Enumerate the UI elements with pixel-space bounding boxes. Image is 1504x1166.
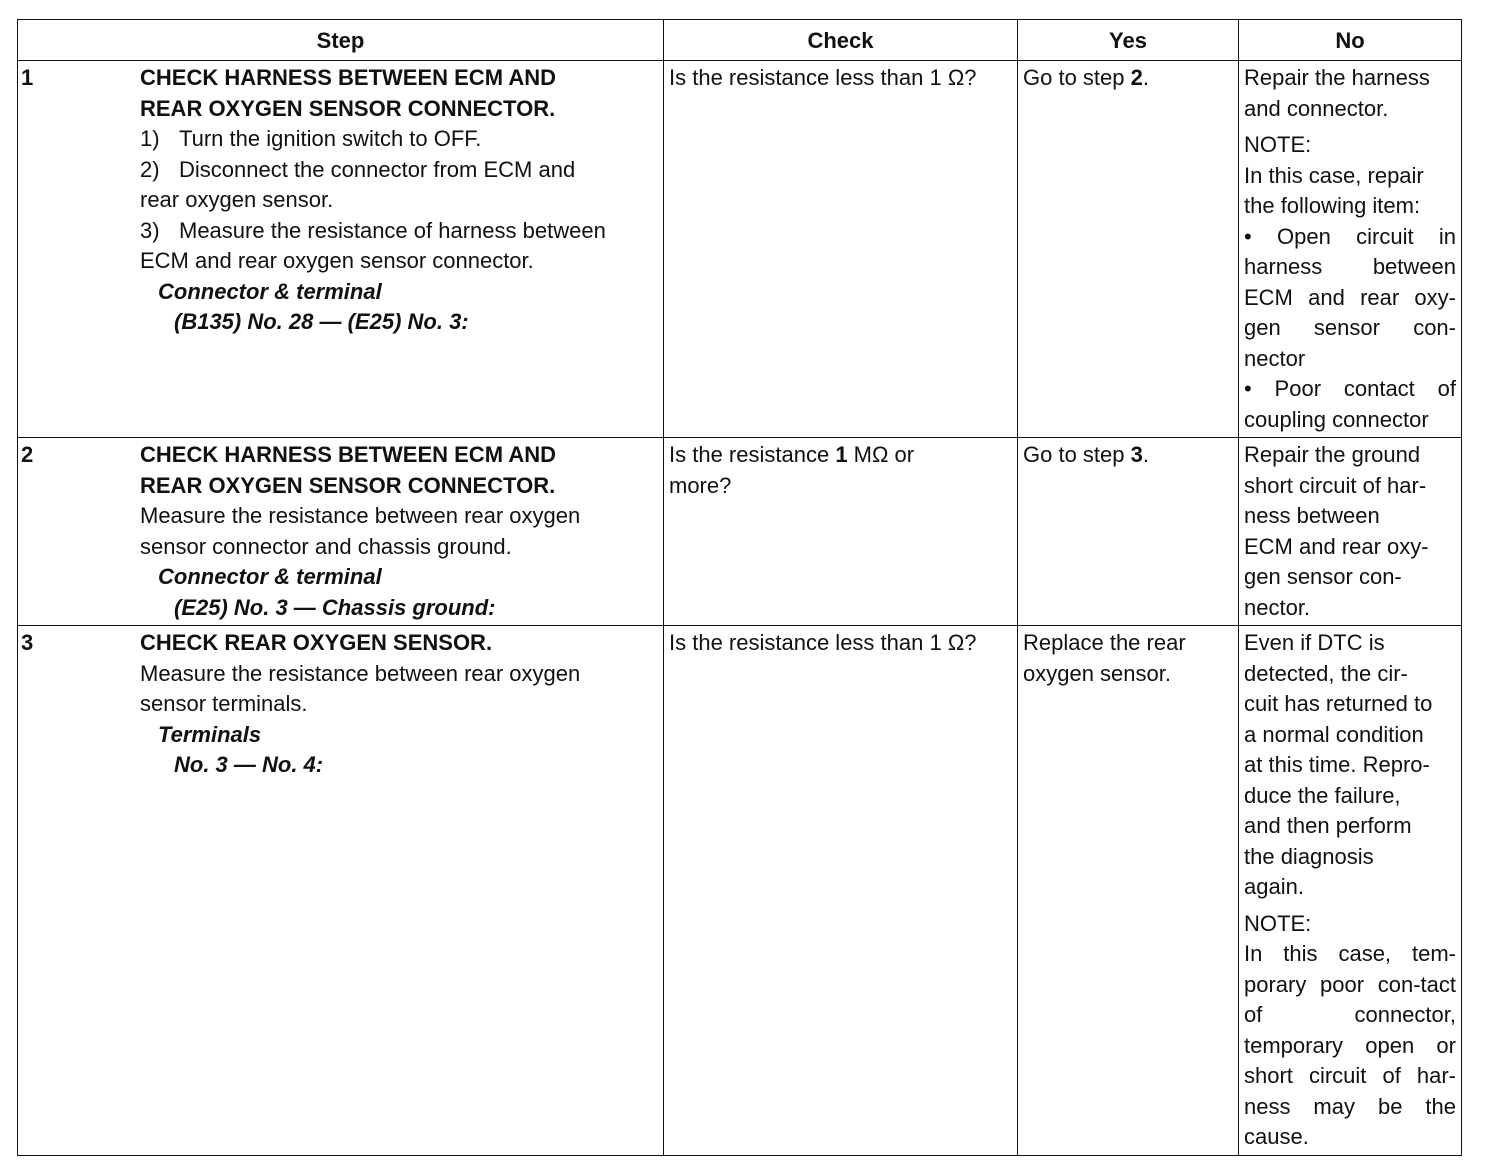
step-title-line: CHECK HARNESS BETWEEN ECM AND	[140, 442, 556, 467]
procedure-text: Disconnect the connector from ECM and	[179, 156, 576, 182]
yes-prefix: Go to step	[1023, 65, 1131, 90]
note-heading: NOTE:	[1244, 910, 1312, 936]
no-text-line: and then perform	[1244, 813, 1412, 838]
no-cell	[1239, 438, 1462, 626]
check-value: 1	[835, 442, 848, 467]
procedure-text: Measure the resistance of harness between	[179, 217, 606, 243]
connector-value: (E25) No. 3 — Chassis ground:	[174, 594, 496, 620]
check-cell	[664, 438, 1018, 626]
step-cell	[18, 61, 664, 438]
header-row	[18, 20, 1462, 61]
yes-cell	[1018, 626, 1239, 1156]
note-text: In this case, tem-porary poor con-tact of connector, temporary open or short circuit of har-ness may be the cause.	[1244, 941, 1456, 1149]
check-cell: Is the resistance less than 1 Ω?	[664, 626, 1018, 1156]
header-step: Step	[18, 20, 664, 61]
note-text-line: In this case, repair	[1244, 162, 1424, 188]
step-title-line: REAR OXYGEN SENSOR CONNECTOR.	[140, 472, 556, 498]
procedure-text: Turn the ignition switch to OFF.	[179, 126, 482, 151]
connector-label: Connector & terminal	[158, 564, 382, 589]
procedure-line	[140, 124, 658, 155]
step-number: 3	[21, 630, 34, 655]
check-line: more?	[669, 472, 732, 498]
diagnostic-table	[17, 19, 1462, 1156]
connector-value: (B135) No. 28 — (E25) No. 3:	[174, 309, 469, 334]
yes-text-line: oxygen sensor.	[1023, 660, 1171, 686]
note-bullet: • Open circuit in harness between ECM and rear oxy-gen sensor con-nector	[1244, 223, 1456, 371]
procedure-line: sensor connector and chassis ground.	[140, 533, 512, 559]
procedure-number: 3)	[140, 217, 160, 243]
no-text-line: ECM and rear oxy-	[1244, 533, 1429, 559]
header-yes: Yes	[1018, 20, 1239, 61]
procedure-line: Measure the resistance between rear oxygen	[140, 503, 581, 528]
terminals-label: Terminals	[158, 721, 262, 747]
procedure-number: 2)	[140, 156, 160, 182]
step-cell	[18, 626, 664, 1156]
no-text-line: a normal condition	[1244, 721, 1424, 747]
yes-cell	[1018, 438, 1239, 626]
yes-suffix: .	[1142, 65, 1149, 90]
no-text-line: cuit has returned to	[1244, 691, 1433, 716]
no-text-line: nector.	[1244, 594, 1311, 620]
procedure-line: sensor terminals.	[140, 691, 308, 716]
step-cell	[18, 438, 664, 626]
yes-step-number: 2	[1130, 65, 1143, 90]
terminals-value: No. 3 — No. 4:	[174, 752, 324, 777]
procedure-line: ECM and rear oxygen sensor connector.	[140, 248, 534, 273]
step-number: 2	[21, 442, 34, 467]
step-title-line: CHECK REAR OXYGEN SENSOR.	[140, 630, 493, 655]
table-row	[18, 61, 1462, 438]
no-text-line: Repair the ground	[1244, 442, 1421, 467]
check-cell: Is the resistance less than 1 Ω?	[664, 61, 1018, 438]
no-cell	[1239, 61, 1462, 438]
check-suffix: MΩ or	[847, 442, 915, 467]
no-text-line: short circuit of har-	[1244, 472, 1427, 498]
no-text-line: again.	[1244, 874, 1304, 899]
procedure-line: Measure the resistance between rear oxygen	[140, 660, 581, 686]
no-text-line: ness between	[1244, 503, 1380, 528]
yes-cell	[1018, 61, 1239, 438]
table-row	[18, 626, 1462, 1156]
header-no: No	[1239, 20, 1462, 61]
procedure-line	[140, 155, 658, 186]
yes-prefix: Go to step	[1023, 442, 1131, 467]
no-text-line: gen sensor con-	[1244, 564, 1402, 589]
connector-label: Connector & terminal	[158, 278, 382, 304]
step-title-line: REAR OXYGEN SENSOR CONNECTOR.	[140, 95, 556, 121]
step-body	[140, 63, 658, 338]
no-text-line: duce the failure,	[1244, 782, 1401, 808]
no-text-line: Repair the harness	[1244, 65, 1430, 90]
no-text-line: at this time. Repro-	[1244, 752, 1430, 777]
no-text-line: the diagnosis	[1244, 843, 1374, 869]
no-text-line: detected, the cir-	[1244, 660, 1408, 686]
no-text-line: Even if DTC is	[1244, 630, 1385, 655]
step-title-line: CHECK HARNESS BETWEEN ECM AND	[140, 65, 556, 90]
yes-text-line: Replace the rear	[1023, 630, 1186, 655]
no-text-line: and connector.	[1244, 95, 1389, 121]
note-heading: NOTE:	[1244, 132, 1312, 157]
no-cell	[1239, 626, 1462, 1156]
header-check: Check	[664, 20, 1018, 61]
procedure-line: rear oxygen sensor.	[140, 187, 334, 212]
yes-suffix: .	[1142, 442, 1149, 467]
step-body	[140, 628, 658, 781]
note-bullet: • Poor contact of coupling connector	[1244, 376, 1456, 432]
procedure-number: 1)	[140, 126, 160, 151]
check-prefix: Is the resistance	[669, 442, 836, 467]
table-row	[18, 438, 1462, 626]
step-body	[140, 440, 658, 623]
procedure-line	[140, 216, 658, 247]
yes-step-number: 3	[1130, 442, 1143, 467]
note-text-line: the following item:	[1244, 193, 1421, 218]
step-number: 1	[21, 65, 34, 90]
